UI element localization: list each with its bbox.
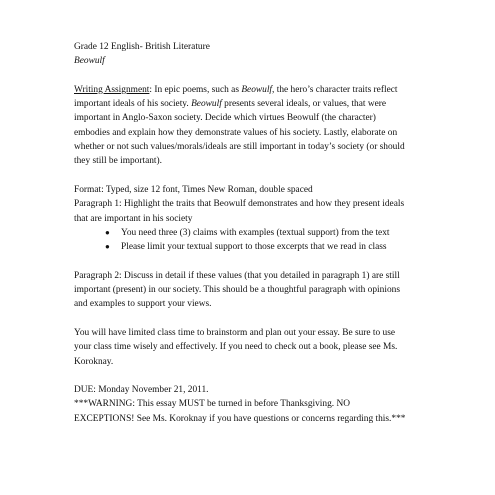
spacer: [74, 369, 434, 383]
format-line: Format: Typed, size 12 font, Times New Roman, double spaced: [74, 184, 313, 195]
format-section: [74, 183, 434, 254]
spacer: [74, 312, 434, 326]
paragraph2-section: [74, 269, 434, 312]
assignment-text: : In epic poems, such as: [149, 84, 242, 95]
due-section: [74, 383, 434, 426]
classtime-line-3: Koroknay.: [74, 356, 114, 367]
spacer: [74, 69, 434, 83]
paragraph1-line-2: that are important in his society: [74, 213, 193, 224]
paragraph2-line-3: and examples to support your views.: [74, 299, 212, 310]
paragraph2-line-1: Paragraph 2: Discuss in detail if these values (that you detailed in paragraph 1) are still: [74, 270, 400, 281]
assignment-line-4: embodies and explain how they demonstrate values of his society. Lastly, elaborate on: [74, 127, 398, 138]
spacer: [74, 169, 434, 183]
assignment-line-5: whether or not such values/morals/ideals are still important in today’s society (or should: [74, 142, 405, 153]
paragraph1-line-1: Paragraph 1: Highlight the traits that Beowulf demonstrates and how they present ideals: [74, 199, 405, 210]
document-title: Beowulf: [74, 56, 105, 67]
assignment-line-2: [74, 97, 434, 111]
warning-line-2: EXCEPTIONS! See Ms. Koroknay if you have questions or concerns regarding this.***: [74, 413, 406, 424]
list-item-text: Please limit your textual support to those excerpts that we read in class: [121, 242, 387, 253]
document-page: [74, 40, 434, 426]
list-item-text: You need three (3) claims with examples (textual support) from the text: [121, 227, 390, 238]
list-item: [74, 226, 434, 240]
classtime-line-1: You will have limited class time to brainstorm and plan out your essay. Be sure to use: [74, 327, 396, 338]
bullet-icon: ●: [105, 242, 110, 252]
due-date-line: DUE: Monday November 21, 2011.: [74, 385, 209, 396]
assignment-label: Writing Assignment: [74, 84, 150, 95]
assignment-italic-title: Beowulf: [241, 84, 273, 95]
assignment-line-3: important in Anglo-Saxon society. Decide which virtues Beowulf (the character): [74, 113, 376, 124]
assignment-paragraph: [74, 83, 434, 169]
list-item: [74, 240, 434, 254]
course-heading: Grade 12 English- British Literature: [74, 42, 210, 52]
assignment-line-1: [74, 83, 434, 97]
spacer: [74, 254, 434, 268]
paragraph2-line-2: important (present) in our society. This should be a thoughtful paragraph with opinions: [74, 285, 400, 296]
assignment-text: , the hero’s character traits reflect: [272, 84, 398, 95]
assignment-text: presents several ideals, or values, that were: [221, 99, 387, 110]
warning-line-1: ***WARNING: This essay MUST be turned in before Thanksgiving. NO: [74, 399, 351, 410]
assignment-line-6: they still be important).: [74, 156, 163, 167]
classtime-line-2: your class time wisely and effectively. If you need to check out a book, please see Ms.: [74, 342, 398, 353]
assignment-text: important ideals of his society.: [74, 99, 192, 110]
classtime-section: [74, 326, 434, 369]
bullet-icon: ●: [105, 227, 110, 237]
assignment-italic-title: Beowulf: [191, 99, 222, 110]
